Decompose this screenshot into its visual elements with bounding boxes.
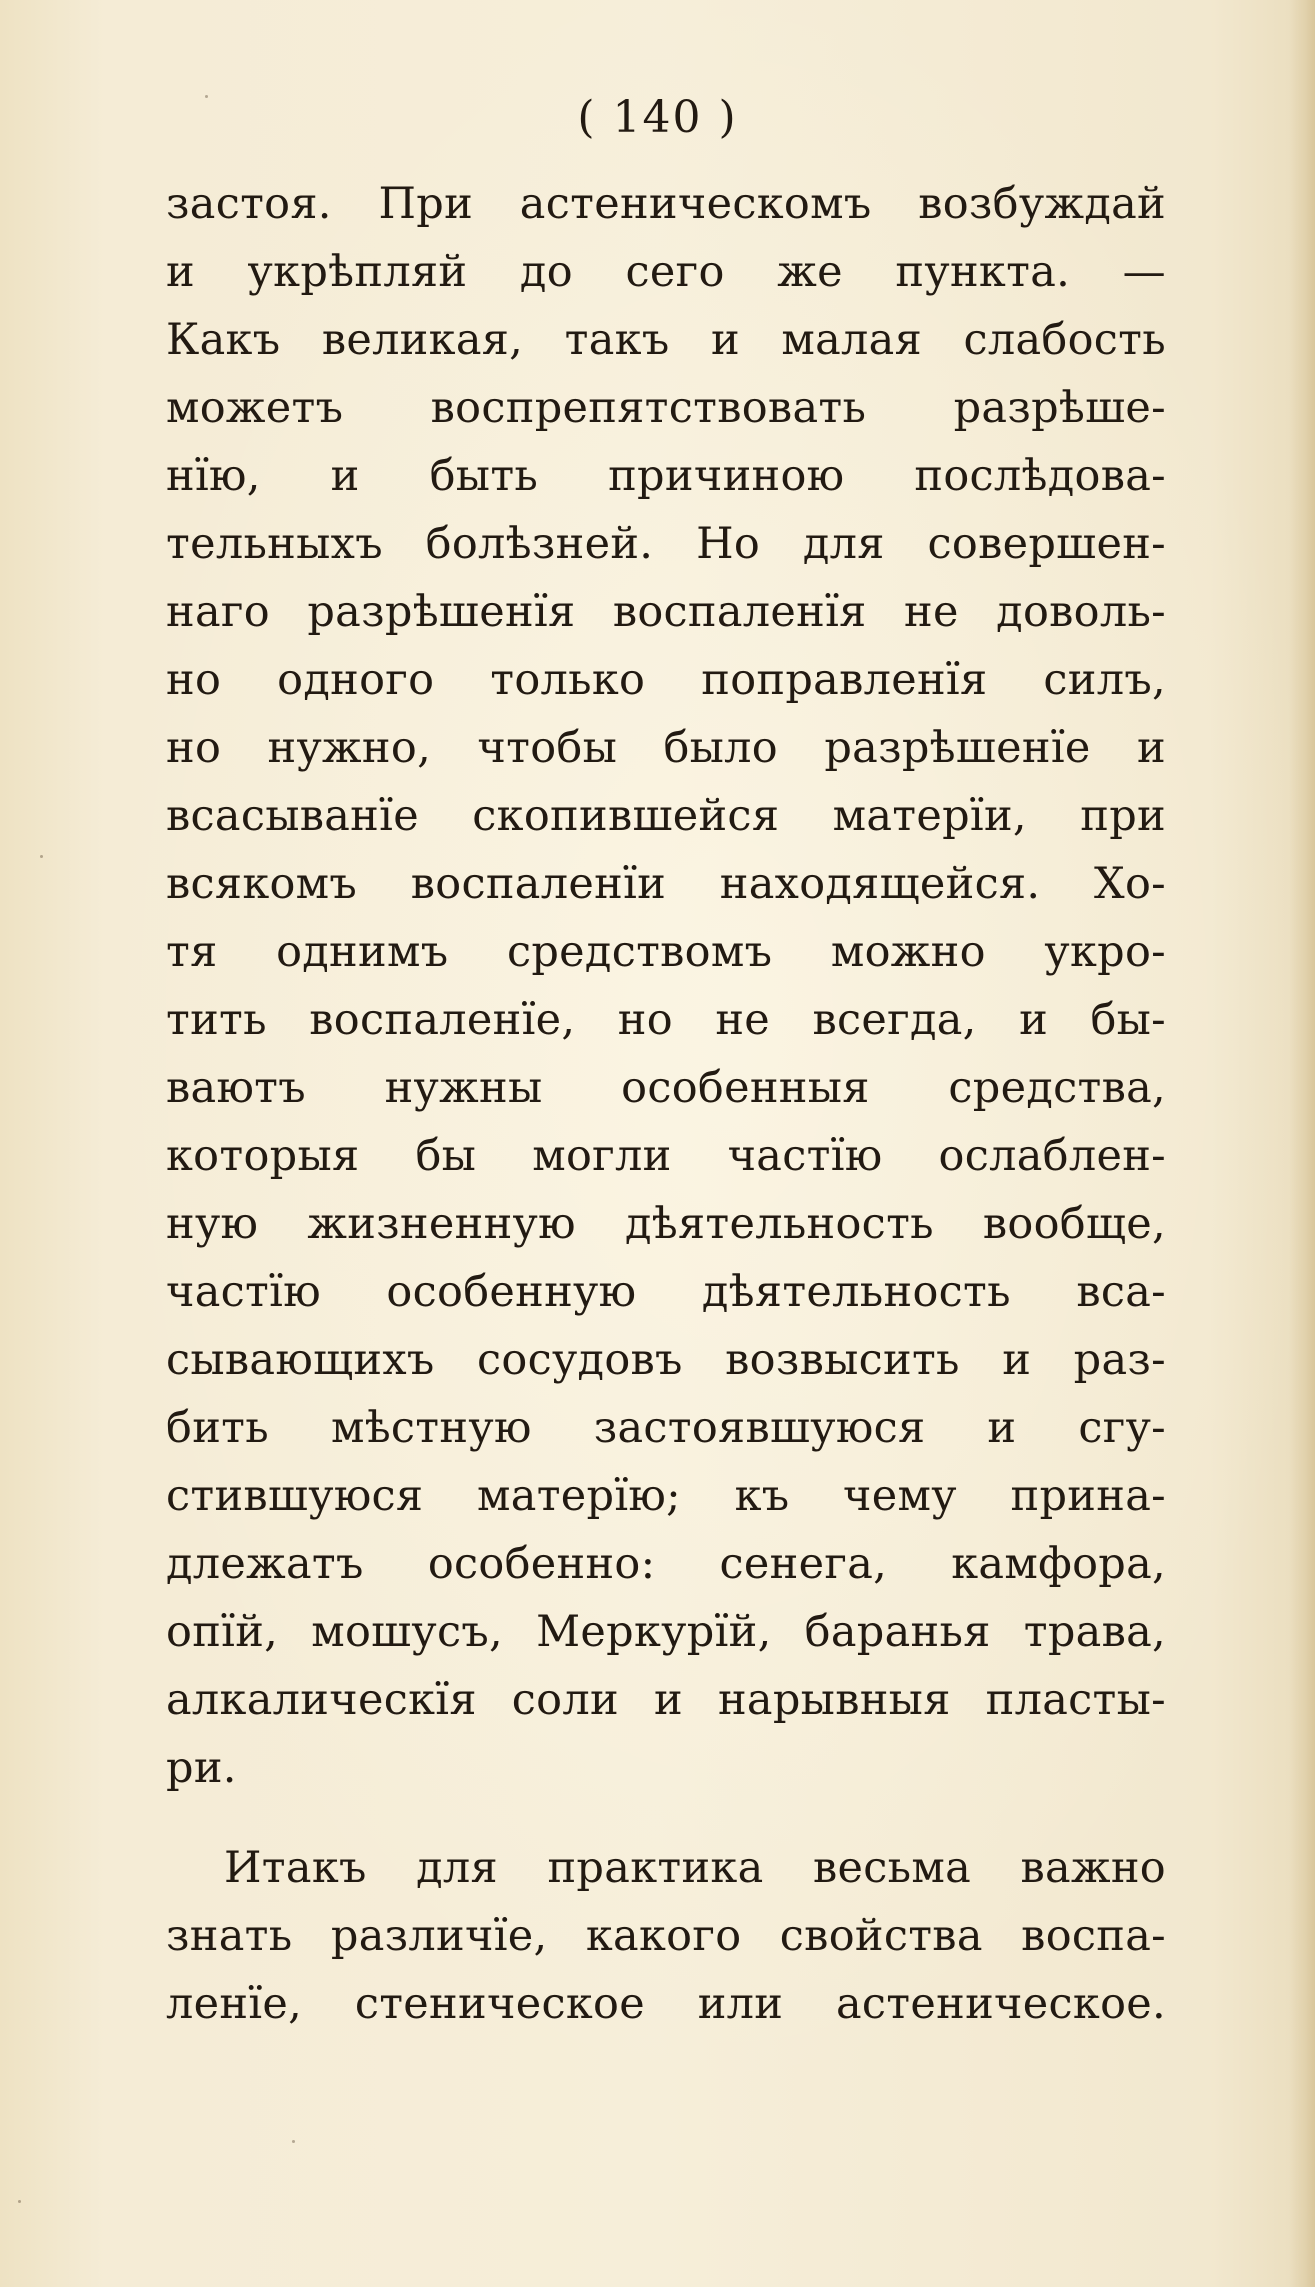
paragraph-2 [166,1834,1166,2038]
text-line: Какъ великая, такъ и малая слабость [166,315,1166,365]
text-line: тельныхъ болѣзней. Но для совершен- [166,519,1166,569]
text-line: всякомъ воспаленїи находящейся. Хо- [166,859,1166,909]
body-text [166,170,1166,2038]
paragraph-gap [166,1802,1166,1834]
paragraph-1 [166,170,1166,1802]
text-line: длежатъ особенно: сенега, камфора, [166,1539,1166,1589]
text-line: которыя бы могли частїю ослаблен- [166,1131,1166,1181]
text-line: но одного только поправленїя силъ, [166,655,1166,705]
text-line: стившуюся матерїю; къ чему прина- [166,1471,1166,1521]
paper-speck [18,2200,21,2203]
text-line: ленїе, стеническое или астеническое. [166,1979,1166,2029]
text-line: алкалическїя соли и нарывныя пласты- [166,1675,1166,1725]
text-line: но нужно, чтобы было разрѣшенїе и [166,723,1166,773]
text-line: частїю особенную дѣятельность вса- [166,1267,1166,1317]
text-line: ваютъ нужны особенныя средства, [166,1063,1166,1113]
text-line: ри. [166,1743,237,1793]
paper-speck [40,855,43,858]
text-line: тя однимъ средствомъ можно укро- [166,927,1166,977]
text-line: всасыванїе скопившейся матерїи, при [166,791,1166,841]
text-line: наго разрѣшенїя воспаленїя не доволь- [166,587,1166,637]
text-line: можетъ воспрепятствовать разрѣше- [166,383,1166,433]
text-line: нїю, и быть причиною послѣдова- [166,451,1166,501]
text-line: ную жизненную дѣятельность вообще, [166,1199,1166,1249]
text-line: сывающихъ сосудовъ возвысить и раз- [166,1335,1166,1385]
text-line: и укрѣпляй до сего же пункта. — [166,247,1166,297]
text-line: Итакъ для практика весьма важно [224,1843,1166,1893]
text-line: знать различїе, какого свойства воспа- [166,1911,1166,1961]
text-line: опїй, мошусъ, Меркурїй, баранья трава, [166,1607,1166,1657]
paper-speck [292,2140,295,2143]
page-edge-shadow [1289,0,1315,2287]
text-line: тить воспаленїе, но не всегда, и бы- [166,995,1166,1045]
text-line: застоя. При астеническомъ возбуждай [166,179,1166,229]
page-number: ( 140 ) [577,92,738,143]
text-line: бить мѣстную застоявшуюся и сгу- [166,1403,1166,1453]
